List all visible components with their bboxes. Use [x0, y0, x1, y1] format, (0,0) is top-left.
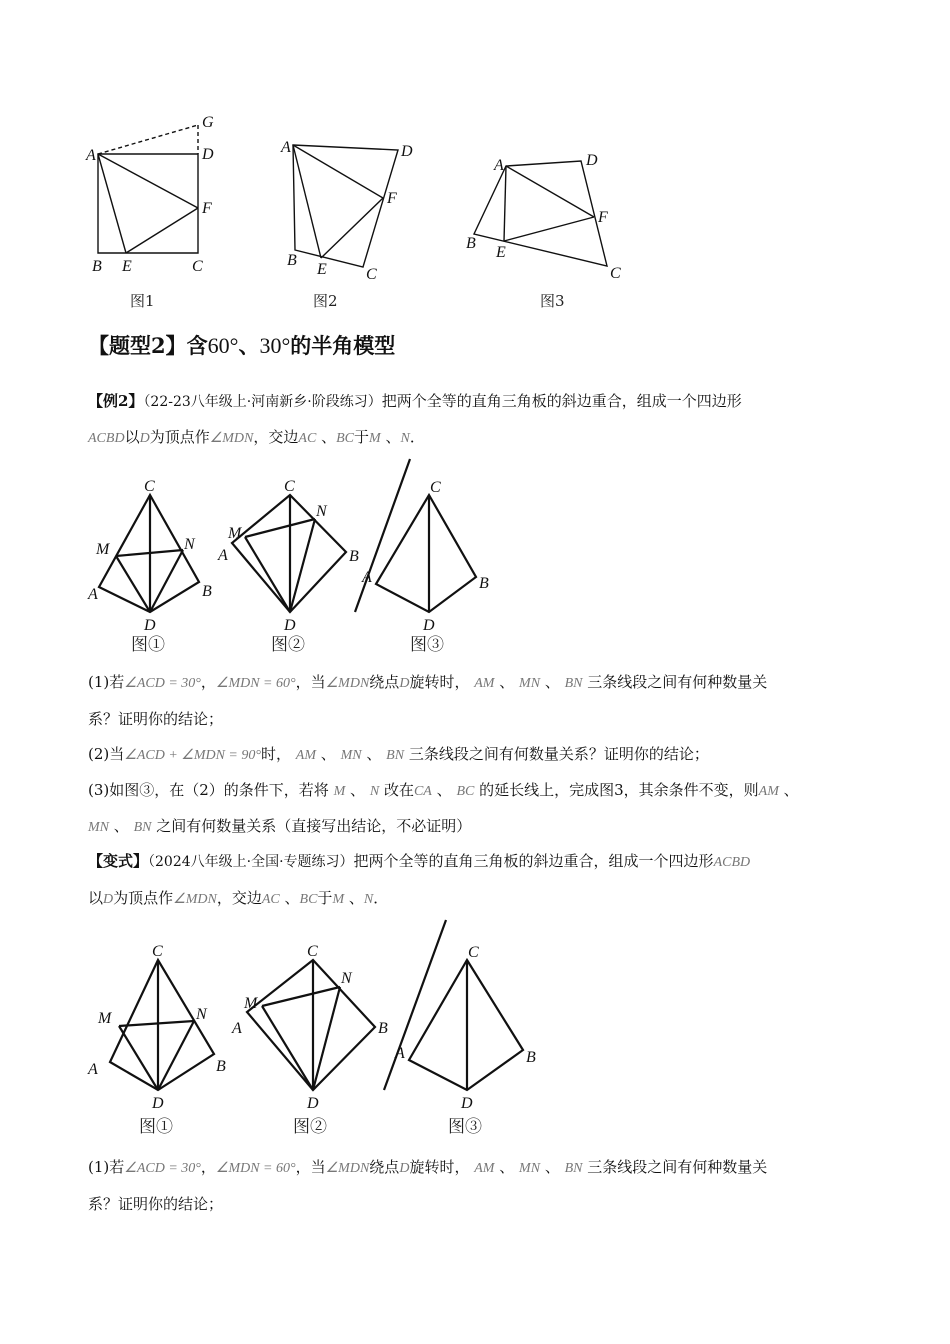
fig1-segment-EF — [126, 208, 198, 253]
fig1-label-A: A — [86, 147, 96, 164]
fig1-segment-AF — [98, 154, 198, 208]
var-BC: BC — [336, 431, 354, 446]
variant-tag: 【变式】 — [88, 852, 149, 870]
text: 时， — [260, 745, 291, 763]
var-fig3-label-C: C — [468, 944, 479, 961]
example2-q3-line2 — [88, 815, 471, 839]
var-BC: BC — [299, 892, 318, 907]
heading-prefix: 【题型2】含 — [88, 333, 208, 358]
fig3-label-B: B — [466, 235, 476, 252]
ex2-fig2-label-B: B — [349, 548, 359, 565]
var-fig1-label-D: D — [152, 1095, 164, 1112]
ex2-fig1-label-N: N — [184, 536, 195, 553]
ex2-fig2-segment-MN — [245, 519, 315, 537]
var-fig3-extended-CA — [384, 920, 446, 1090]
var-MN: MN — [519, 676, 541, 691]
ex2-fig3-label-D: D — [423, 617, 435, 634]
var-D: D — [139, 431, 150, 446]
ex2-fig3-label-C: C — [430, 479, 441, 496]
var-BC: BC — [456, 784, 475, 799]
q-num: (1) — [88, 673, 110, 691]
var-fig1-segment-DM — [119, 1026, 158, 1090]
fig2-segment-AF — [293, 145, 383, 198]
angle-MDN: ∠MDN — [173, 892, 217, 907]
fig1-label-D: D — [202, 146, 214, 163]
var-AC: AC — [298, 431, 317, 446]
var-fig2-label-A: A — [232, 1020, 242, 1037]
fig1-segment-AG — [98, 125, 198, 154]
text: ，交边 — [216, 889, 262, 907]
var-fig2-label-M: M — [244, 995, 258, 1012]
variant-intro-line1 — [88, 850, 750, 874]
fig3-segment-AE — [504, 166, 506, 241]
ex2-fig2-label-M: M — [228, 525, 242, 542]
var-fig3-label-A: A — [395, 1045, 405, 1062]
var-fig2-label-D: D — [307, 1095, 319, 1112]
fig2-caption: 图2 — [313, 292, 338, 310]
fig2-label-F: F — [387, 190, 397, 207]
text: 之间有何数量关系（直接写出结论，不必证明） — [156, 817, 472, 835]
variant-source: （2024八年级上·全国·专题练习） — [148, 854, 354, 870]
text: 以 — [88, 889, 104, 907]
var-fig3-label-B: B — [526, 1049, 536, 1066]
text: 如图③，在（2）的条件下，若将 — [109, 781, 329, 799]
example2-q1-line1 — [88, 671, 767, 695]
text: 三条线段之间有何数量关系？证明你的结论； — [408, 745, 709, 763]
fig1-label-F: F — [202, 200, 212, 217]
variant-fig2-caption: 图② — [293, 1117, 327, 1137]
text: 的延长线上，完成图3，其余条件不变，则 — [479, 781, 759, 799]
var-AM: AM — [474, 676, 495, 691]
ex2-fig2-segment-DM — [245, 537, 290, 612]
fig2-label-D: D — [401, 143, 413, 160]
fig2-label-A: A — [281, 139, 291, 156]
text: ，交边 — [253, 428, 299, 446]
text: 、 — [113, 817, 129, 835]
ex2-fig2-label-A: A — [218, 547, 228, 564]
text: 以 — [124, 428, 140, 446]
example2-intro-line1 — [88, 390, 742, 413]
ex2-fig1-label-M: M — [96, 541, 110, 558]
ex2-fig3-label-B: B — [479, 575, 489, 592]
example2-intro-line2 — [88, 426, 425, 450]
fig2-label-B: B — [287, 252, 297, 269]
q-num: (1) — [88, 1158, 110, 1176]
fig3-label-A: A — [494, 157, 504, 174]
text: ． — [373, 889, 389, 907]
var-BN: BN — [133, 820, 152, 835]
text: ，当 — [295, 1158, 326, 1176]
var-AM: AM — [295, 748, 316, 763]
cond-MDN: ∠MDN = 60° — [215, 676, 296, 691]
text: 、 — [544, 1158, 560, 1176]
var-fig1-label-B: B — [216, 1058, 226, 1075]
variant-fig1-caption: 图① — [139, 1117, 173, 1137]
var-MN: MN — [340, 748, 362, 763]
ex2-fig2-label-D: D — [284, 617, 296, 634]
var-fig1-label-C: C — [152, 943, 163, 960]
var-D: D — [103, 892, 114, 907]
example2-fig2-caption: 图② — [271, 635, 305, 655]
fig3-label-D: D — [586, 152, 598, 169]
heading-angle-60: 60° — [207, 333, 239, 358]
var-N: N — [369, 784, 380, 799]
text: 若 — [109, 673, 125, 691]
cond-ACD: ∠ACD = 30° — [124, 676, 201, 691]
example2-q3-line1 — [88, 779, 799, 803]
text: 绕点 — [369, 673, 400, 691]
example2-quad: ACBD — [88, 431, 125, 446]
variant-q1-line2: 系？证明你的结论； — [88, 1195, 224, 1213]
var-MN: MN — [519, 1161, 541, 1176]
var-AM: AM — [758, 784, 779, 799]
var-D: D — [399, 1161, 410, 1176]
text: 、 — [366, 745, 382, 763]
angle-MDN: ∠MDN — [325, 676, 370, 691]
var-fig1-label-A: A — [88, 1061, 98, 1078]
fig3-segment-EF — [504, 217, 594, 241]
example2-tag: 【例2】 — [88, 392, 144, 410]
text: 、 — [783, 781, 799, 799]
text: 三条线段之间有何种数量关 — [587, 673, 768, 691]
var-BN: BN — [564, 1161, 583, 1176]
text: 旋转时， — [409, 673, 470, 691]
fig2-segment-AE — [293, 145, 321, 258]
angle-MDN: ∠MDN — [209, 431, 254, 446]
text: 、 — [436, 781, 452, 799]
text: 、 — [348, 889, 364, 907]
text: 于 — [317, 889, 333, 907]
ex2-fig1-label-C: C — [144, 478, 155, 495]
fig1-label-E: E — [122, 258, 132, 275]
var-fig2-label-C: C — [307, 943, 318, 960]
text: 、 — [499, 1158, 515, 1176]
variant-intro-line2 — [88, 887, 388, 911]
text: 为顶点作 — [113, 889, 174, 907]
var-M: M — [332, 892, 345, 907]
fig1-label-C: C — [192, 258, 203, 275]
text: ． — [409, 428, 425, 446]
var-fig2-label-N: N — [341, 970, 352, 987]
text: 三条线段之间有何种数量关 — [587, 1158, 768, 1176]
var-AC: AC — [261, 892, 280, 907]
ex2-fig1-label-B: B — [202, 583, 212, 600]
cond-MDN: ∠MDN = 60° — [215, 1161, 296, 1176]
fig1-label-B: B — [92, 258, 102, 275]
section-heading — [88, 330, 395, 360]
fig2-label-E: E — [317, 261, 327, 278]
var-fig2-label-B: B — [378, 1020, 388, 1037]
text: ，当 — [295, 673, 326, 691]
var-fig2-segment-DM — [262, 1006, 313, 1090]
fig1-caption: 图1 — [130, 292, 155, 310]
fig3-label-F: F — [598, 209, 608, 226]
angle-MDN: ∠MDN — [325, 1161, 370, 1176]
var-BN: BN — [386, 748, 405, 763]
fig3-label-C: C — [610, 265, 621, 282]
fig3-segment-AF — [506, 166, 594, 217]
variant-fig3-caption: 图③ — [448, 1117, 482, 1137]
text: 旋转时， — [409, 1158, 470, 1176]
cond-ACD: ∠ACD = 30° — [124, 1161, 201, 1176]
fig2-label-C: C — [366, 266, 377, 283]
ex2-fig1-label-A: A — [88, 586, 98, 603]
example2-q2 — [88, 743, 709, 767]
text: ， — [200, 673, 216, 691]
example2-q1-line2: 系？证明你的结论； — [88, 710, 224, 728]
text: 当 — [109, 745, 125, 763]
q-num: (2) — [88, 745, 110, 763]
heading-sep: 、 — [238, 333, 260, 358]
text: 、 — [544, 673, 560, 691]
var-fig1-segment-MN — [119, 1021, 194, 1026]
fig1-segment-AE — [98, 154, 126, 253]
var-fig2-quad — [247, 960, 375, 1090]
fig1-label-G: G — [202, 114, 214, 131]
var-CA: CA — [413, 784, 432, 799]
fig1-square — [98, 154, 198, 253]
variant-q1-line1 — [88, 1156, 767, 1180]
text: 、 — [320, 745, 336, 763]
text: 、 — [284, 889, 300, 907]
var-fig3-label-D: D — [461, 1095, 473, 1112]
variant-line1-text: 把两个全等的直角三角板的斜边重合，组成一个四边形 — [353, 852, 714, 870]
text: 、 — [385, 428, 401, 446]
text: 、 — [499, 673, 515, 691]
text: 改在 — [383, 781, 414, 799]
text: 若 — [109, 1158, 125, 1176]
ex2-fig1-label-D: D — [144, 617, 156, 634]
text: 、 — [350, 781, 366, 799]
ex2-fig2-label-N: N — [316, 503, 327, 520]
text: 绕点 — [369, 1158, 400, 1176]
example2-source: （22-23八年级上·河南新乡·阶段练习） — [143, 394, 382, 410]
text: 、 — [321, 428, 337, 446]
example2-fig3-caption: 图③ — [410, 635, 444, 655]
var-BN: BN — [564, 676, 583, 691]
fig2-segment-EF — [321, 198, 383, 258]
fig3-caption: 图3 — [540, 292, 565, 310]
example2-line1-text: 把两个全等的直角三角板的斜边重合，组成一个四边形 — [381, 392, 742, 410]
text: 为顶点作 — [149, 428, 210, 446]
q-num: (3) — [88, 781, 110, 799]
var-N: N — [363, 892, 374, 907]
var-fig1-label-N: N — [196, 1006, 207, 1023]
var-fig1-label-M: M — [98, 1010, 112, 1027]
fig3-label-E: E — [496, 244, 506, 261]
var-D: D — [399, 676, 410, 691]
var-M: M — [333, 784, 346, 799]
ex2-fig3-label-A: A — [362, 569, 372, 586]
variant-quad: ACBD — [713, 855, 751, 870]
heading-angle-30: 30° — [259, 333, 291, 358]
text: 于 — [353, 428, 369, 446]
ex2-fig3-extended-CA — [355, 459, 410, 612]
var-MN: MN — [88, 820, 109, 835]
ex2-fig2-label-C: C — [284, 478, 295, 495]
text: ， — [200, 1158, 216, 1176]
example2-fig1-caption: 图① — [131, 635, 165, 655]
cond-sum: ∠ACD + ∠MDN = 90° — [124, 748, 261, 763]
var-N: N — [400, 431, 410, 446]
heading-suffix: 的半角模型 — [290, 333, 396, 358]
var-M: M — [369, 431, 381, 446]
var-fig2-segment-DN — [313, 987, 340, 1090]
var-AM: AM — [474, 1161, 495, 1176]
